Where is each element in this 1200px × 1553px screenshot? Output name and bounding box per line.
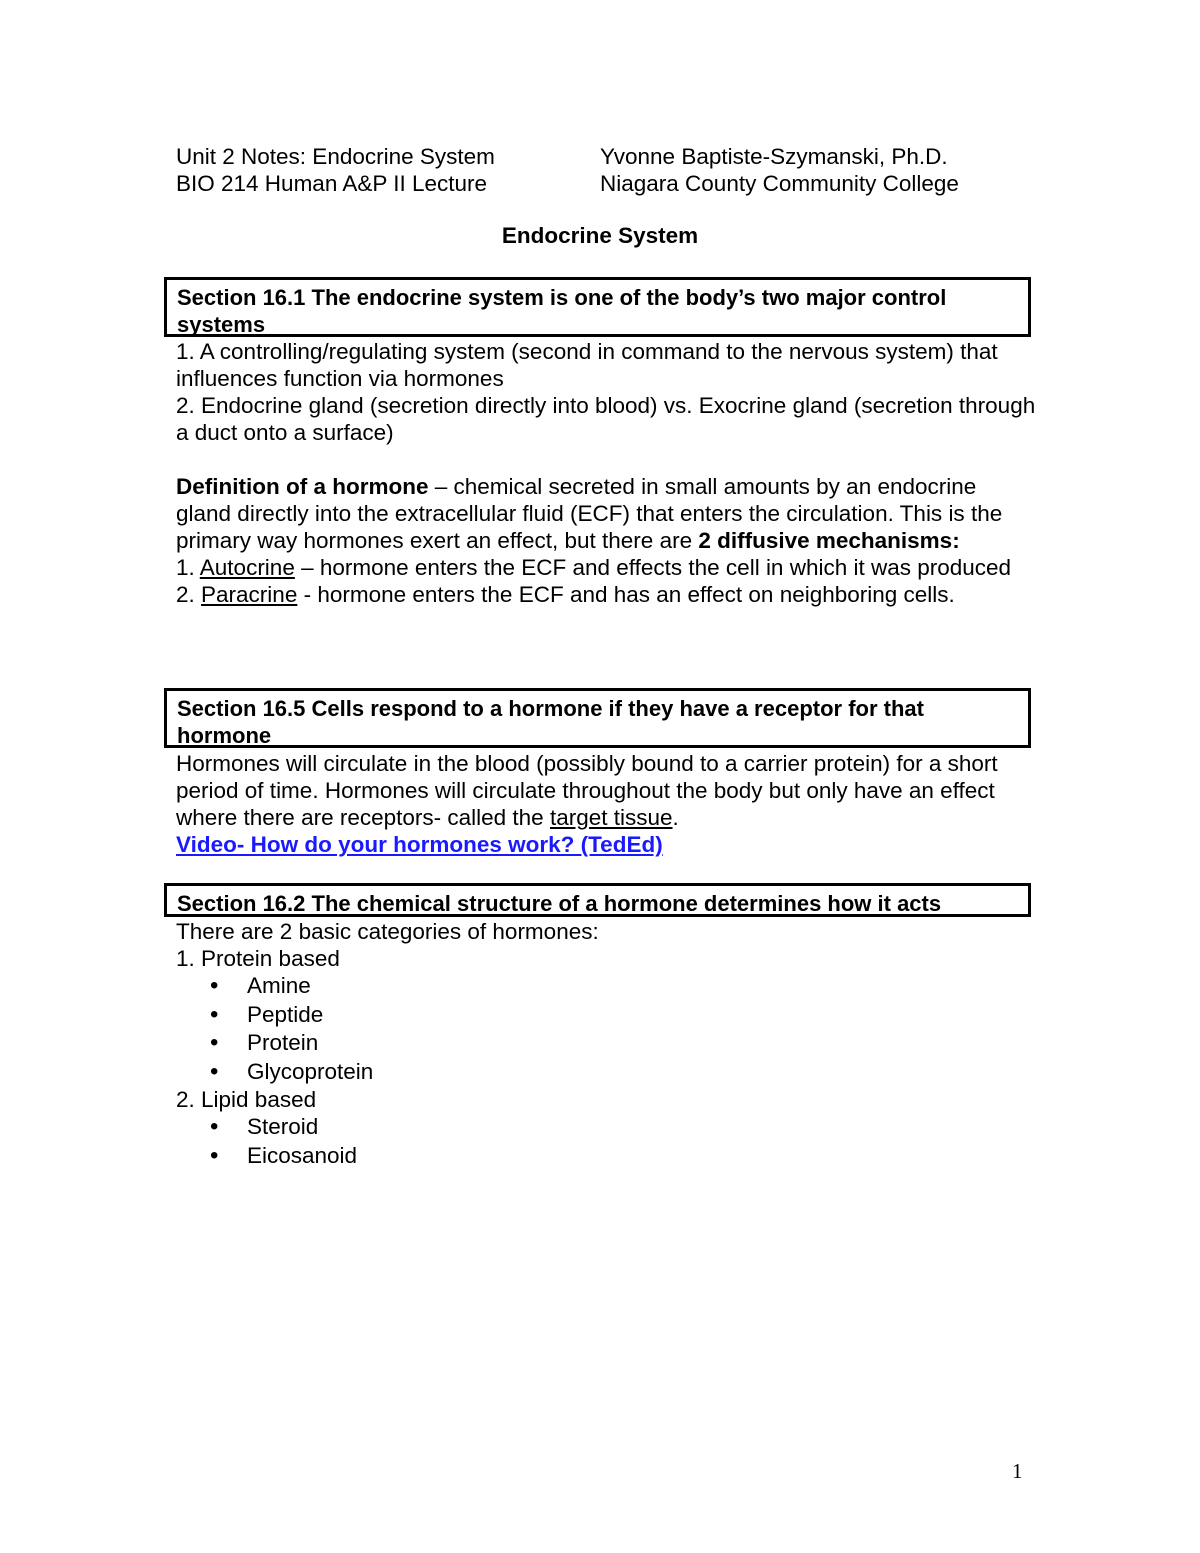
list-item: • Protein	[176, 1029, 1036, 1058]
paracrine-text: - hormone enters the ECF and has an effect on neighboring cells.	[297, 582, 955, 607]
list-item: • Glycoprotein	[176, 1058, 1036, 1087]
header-course-unit: Unit 2 Notes: Endocrine System	[176, 144, 495, 169]
section-16-2-body	[176, 918, 1036, 1170]
lipid-based-category: 2. Lipid based	[176, 1087, 317, 1112]
list-item: • Steroid	[176, 1113, 1036, 1142]
paracrine-term: Paracrine	[201, 582, 298, 607]
paracrine-number: 2.	[176, 582, 202, 607]
page-number: 1	[1012, 1459, 1023, 1483]
autocrine-text: – hormone enters the ECF and effects the cell in which it was produced	[294, 555, 1012, 580]
section-16-1-item-1: 1. A controlling/regulating system (second in command to the nervous system) that influences function via hormones	[176, 339, 998, 391]
section-16-1-heading: Section 16.1 The endocrine system is one of the body’s two major control systems	[164, 277, 1031, 337]
list-item: • Eicosanoid	[176, 1142, 1036, 1171]
target-tissue-term: target tissue	[549, 805, 673, 830]
section-16-5-paragraph	[176, 750, 1036, 831]
section-16-5-body	[176, 750, 1036, 858]
header-institution: Niagara County Community College	[600, 171, 959, 196]
tededucation-video-link[interactable]: Video- How do your hormones work? (TedEd)	[176, 832, 663, 857]
section-16-5-period: .	[672, 805, 679, 830]
list-item: • Amine	[176, 972, 1036, 1001]
autocrine-number: 1.	[176, 555, 200, 580]
section-16-2-intro: There are 2 basic categories of hormones:	[176, 919, 599, 944]
list-item: • Peptide	[176, 1001, 1036, 1030]
page-title: Endocrine System	[501, 223, 699, 248]
header-author: Yvonne Baptiste-Szymanski, Ph.D.	[600, 144, 948, 169]
definition-emphasis: 2 diffusive mechanisms:	[698, 528, 960, 553]
section-16-1-body	[176, 338, 1036, 446]
autocrine-term: Autocrine	[199, 555, 295, 580]
definition-paragraph	[176, 473, 1036, 554]
header-course-name: BIO 214 Human A&P II Lecture	[176, 171, 488, 196]
paracrine-item	[176, 581, 1036, 608]
lipid-based-list	[176, 1113, 1036, 1170]
header-right	[600, 143, 959, 197]
autocrine-item	[176, 554, 1036, 581]
definition-term: Definition of a hormone	[176, 474, 429, 499]
protein-based-list	[176, 972, 1036, 1086]
section-16-2-heading: Section 16.2 The chemical structure of a hormone determines how it acts	[164, 883, 1031, 917]
section-16-5-text: Hormones will circulate in the blood (possibly bound to a carrier protein) for a short period of time. Hormones will circulate throughout the body but only have an effect where there are receptors- called the	[176, 751, 998, 830]
protein-based-category: 1. Protein based	[176, 946, 340, 971]
header-left	[176, 143, 495, 197]
section-16-5-heading: Section 16.5 Cells respond to a hormone if they have a receptor for that hormone	[164, 688, 1031, 748]
hormone-definition	[176, 473, 1036, 608]
definition-text: – chemical secreted in small amounts by an endocrine gland directly into the extracellular fluid (ECF) that enters the circulation. This is the primary way hormones exert an effect, but there are	[176, 474, 1003, 553]
section-16-1-item-2: 2. Endocrine gland (secretion directly into blood) vs. Exocrine gland (secretion through a duct onto a surface)	[176, 393, 1036, 445]
